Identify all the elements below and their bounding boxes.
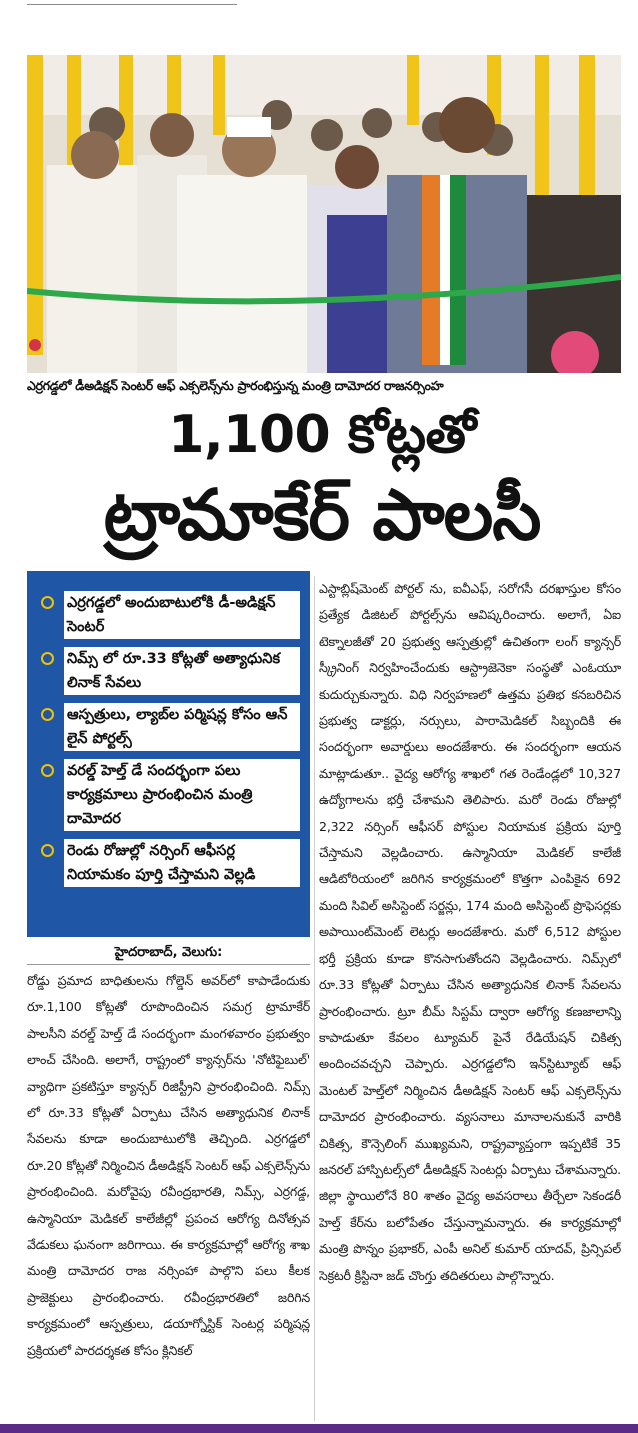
article-body-left: రోడ్డు ప్రమాద బాధితులను గోల్డెన్ అవర్​లో కాపాడేందుకు రూ.1,100 కోట్లతో రూపొందించిన సమగ్ర ట్రామాకేర్ పాలసీని వరల్డ్ హెల్త్ డే సందర్భంగా మంగళవారం ప్రభుత్వం లాంచ్ చేసింది. అలాగే, రాష్ట్రంలో క్యాన్సర్​ను 'నోటిఫైబుల్' వ్యాధిగా ప్రకటిస్తూ క్యాన్సర్ రిజిస్ట్రీని ప్రారంభించింది. నిమ్స్​లో రూ.33 కోట్లతో ఏర్పాటు చేసిన అత్యాధునిక లినాక్ సేవలను కూడా అందుబాటులోకి తెచ్చింది. ఎర్రగడ్డలో రూ.20 కోట్లతో నిర్మించిన డీఅడిక్షన్ సెంటర్ ఆఫ్ ఎక్సలెన్స్​ను ప్రారంభించింది. మరోవైపు రవీంద్రభారతి, నిమ్స్, ఎర్రగడ్డ, ఉస్మానియా మెడికల్ కాలేజీల్లో ప్రపంచ ఆరోగ్య దినోత్సవ వేడుకలు ఘనంగా జరిగాయి. ఈ కార్యక్రమాల్లో ఆరోగ్య శాఖ మంత్రి దామోదర రాజ నర్సింహా పాల్గొని పలు కీలక ప్రాజెక్టులు ప్రారంభించారు. రవీంద్రభారతిలో జరిగిన కార్యక్రమంలో ఆస్పత్రులు, డయాగ్నోస్టిక్ సెంటర్ల పర్మిషన్ల ప్రక్రియలో పారదర్శకత కోసం క్లినికల్ (27, 973, 310, 1358)
highlight-text: నిమ్స్ లో రూ.33 కోట్లతో అత్యాధునిక లినాక్ సేవలు (64, 647, 300, 695)
highlight-text: రెండు రోజుల్లో నర్సింగ్ ఆఫీసర్ల నియామకం పూర్తి చేస్తామని వెల్లడి (64, 839, 300, 887)
bullet-icon (41, 844, 54, 857)
highlight-item (41, 759, 300, 831)
highlight-item (41, 647, 300, 695)
top-rule (27, 4, 237, 5)
highlight-item (41, 839, 300, 887)
column-divider (314, 576, 315, 1421)
bullet-icon (41, 764, 54, 777)
highlight-text: ఎర్రగడ్డలో అందుబాటులోకి డీ-అడిక్షన్ సెంటర్ (64, 591, 300, 639)
ribbon-cutting-illustration (27, 55, 621, 373)
highlight-text: వరల్డ్ హెల్త్ డే సందర్భంగా పలు కార్యక్రమాలు ప్రారంభించిన మంత్రి దామోదర (64, 759, 300, 831)
headline-line-1: 1,100 కోట్లతో (168, 405, 476, 465)
highlight-item (41, 591, 300, 639)
photo-caption: ఎర్రగడ్డలో డీఅడిక్షన్ సెంటర్ ఆఫ్ ఎక్సలెన్స్​ను ప్రారంభిస్తున్న మంత్రి దామోదర రాజనర్సింహ (27, 378, 444, 393)
highlight-item (41, 703, 300, 751)
bullet-icon (41, 708, 54, 721)
dateline: హైదరాబాద్, వెలుగు: (114, 945, 223, 960)
highlights-box (27, 571, 310, 937)
news-photo (27, 55, 621, 373)
headline-line-2: ట్రామాకేర్ పాలసీ (103, 474, 541, 556)
highlight-text: ఆస్పత్రులు, ల్యాబ్​ల పర్మిషన్ల కోసం ఆన్​లైన్ పోర్టల్స్ (64, 703, 300, 751)
dateline-rule (27, 964, 310, 965)
bullet-icon (41, 652, 54, 665)
bottom-color-band (0, 1424, 638, 1433)
article-body-right: ఎస్టాబ్లిష్​మెంట్ పోర్టల్ ను, ఐవీఎఫ్, సరోగసీ దరఖాస్తుల కోసం ప్రత్యేక డిజిటల్ పోర్టల్స్​ను ఆవిష్కరించారు. అలాగే, ఏఐ టెక్నాలజీతో 20 ప్రభుత్వ ఆస్పత్రుల్లో ఉచితంగా లంగ్ క్యాన్సర్ స్క్రీనింగ్ నిర్వహించేందుకు ఆస్ట్రాజెనెకా సంస్థతో ఎంఓయూ కుదుర్చుకున్నారు. విధి నిర్వహణలో ఉత్తమ ప్రతిభ కనబరిచిన ప్రభుత్వ డాక్టర్లు, నర్సులు, పారామెడికల్ సిబ్బందికి ఈ సందర్భంగా అవార్డులు అందజేశారు. ఈ సందర్భంగా ఆయన మాట్లాడుతూ.. వైద్య ఆరోగ్య శాఖలో గత రెండేండ్లలో 10,327 ఉద్యోగాలను భర్తీ చేశామని తెలిపారు. మరో రెండు రోజుల్లో 2,322 నర్సింగ్ ఆఫీసర్ పోస్టుల నియామక ప్రక్రియ పూర్తి చేస్తామని వెల్లడించారు. ఉస్మానియా మెడికల్ కాలేజీ ఆడిటోరియంలో జరిగిన కార్యక్రమంలో కొత్తగా ఎంపికైన 692 మంది సివిల్ అసిస్టెంట్ సర్జన్లు, 174 మంది అసిస్టెంట్ ప్రొఫెసర్లకు అపాయింట్​మెంట్ లెటర్లు అందజేశారు. మరో 6,512 పోస్టుల భర్తీ ప్రక్రియ కూడా కొనసాగుతోందని వెల్లడించారు. నిమ్స్​లో రూ.33 కోట్లతో ఏర్పాటు చేసిన అత్యాధునిక లినాక్ సేవలను ప్రారంభించారు. ట్రూ బీమ్ సిస్టమ్ ద్వారా ఆరోగ్య కణజాలాన్ని కాపాడుతూ కేవలం ట్యూమర్ పైనే రేడియేషన్ చికిత్స అందించవచ్చని చెప్పారు. ఎర్రగడ్డలోని ఇన్​స్టిట్యూట్ ఆఫ్ మెంటల్ హెల్త్​లో నిర్మించిన డీఅడిక్షన్ సెంటర్ ఆఫ్ ఎక్సలెన్స్​ను దామోదర ప్రారంభించారు. వ్యసనాలు మానాలనుకునే వారికి చికిత్స, కౌన్సెలింగ్ ముఖ్యమని, రాష్ట్రవ్యాప్తంగా ఇప్పటికే 35 జనరల్ హాస్పిటల్స్​లో డీఅడిక్షన్ సెంటర్లు ఏర్పాటు చేశామన్నారు. జిల్లా స్థాయిలోనే 80 శాతం వైద్య అవసరాలు తీర్చేలా సెకండరీ హెల్త్ కేర్​ను బలోపేతం చేస్తున్నామన్నారు. ఈ కార్యక్రమాల్లో మంత్రి పొన్నం ప్రభాకర్, ఎంపీ అనిల్ కుమార్ యాదవ్, ప్రిన్సిపల్ సెక్రటరీ క్రిస్టినా జడ్ చొంగ్తు తదితరులు పాల్గొన్నారు. (319, 581, 621, 1283)
bullet-icon (41, 596, 54, 609)
